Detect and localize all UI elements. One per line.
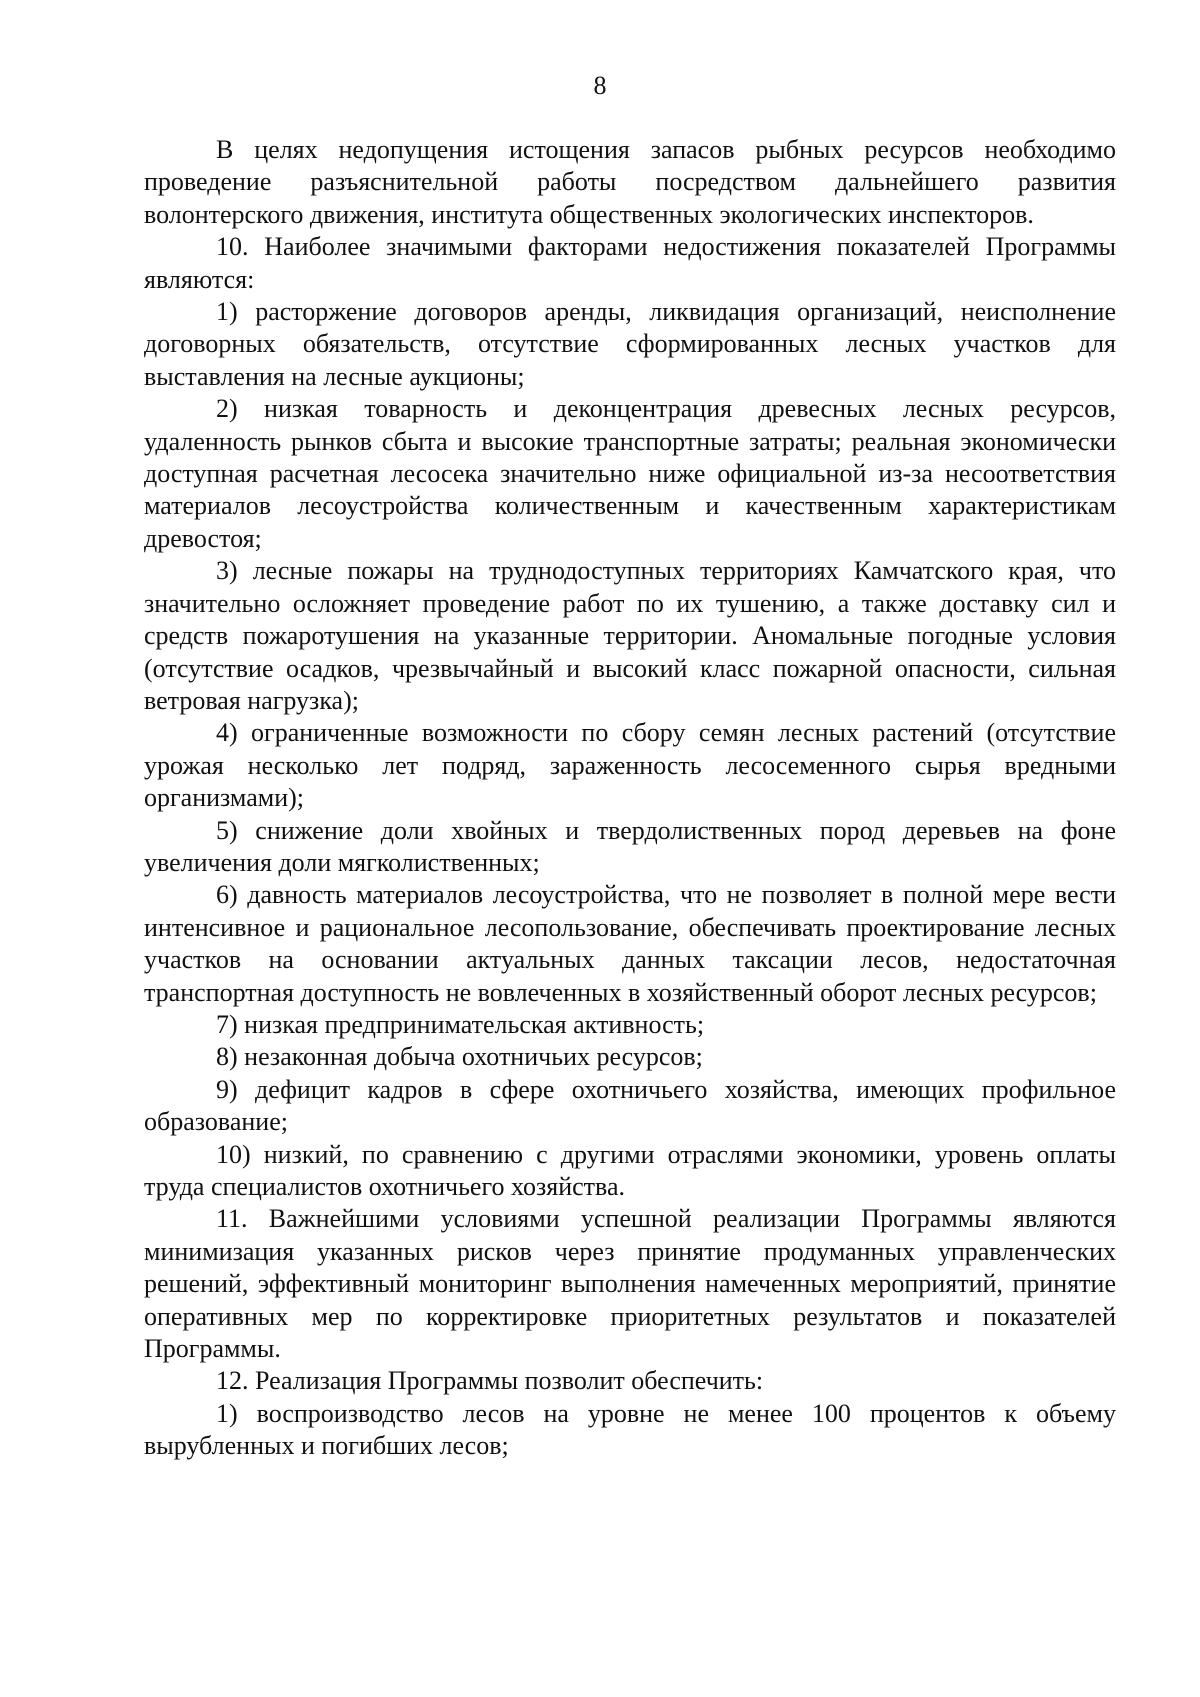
paragraph-factor-1: 1) расторжение договоров аренды, ликвидация организаций, неисполнение договорных обязательств, отсутствие сформированных лесных участков для выставления на лесные аукционы; bbox=[144, 297, 1116, 391]
paragraph-item-12-heading: 12. Реализация Программы позволит обеспечить: bbox=[216, 1366, 764, 1396]
paragraph-item-10-heading: 10. Наиболее значимыми факторами недостижения показателей Программы являются: bbox=[144, 232, 1116, 294]
paragraph-item-11: 11. Важнейшими условиями успешной реализации Программы являются минимизация указанных рисков через принятие продуманных управленческих решений, эффективный мониторинг выполнения намеченных мероприятий, принятие оперативных мер по корректировке приоритетных результатов и показателей Программы. bbox=[144, 1204, 1116, 1364]
document-body bbox=[144, 134, 1116, 1463]
paragraph-factor-4: 4) ограниченные возможности по сбору семян лесных растений (отсутствие урожая несколько лет подряд, зараженность лесосеменного сырья вредными организмами); bbox=[144, 718, 1116, 813]
paragraph-factor-7: 7) низкая предпринимательская активность; bbox=[216, 1009, 705, 1039]
paragraph-factor-9: 9) дефицит кадров в сфере охотничьего хозяйства, имеющих профильное образование; bbox=[144, 1074, 1116, 1137]
page-number: 8 bbox=[593, 71, 607, 100]
paragraph-factor-6: 6) давность материалов лесоустройства, что не позволяет в полной мере вести интенсивное и рациональное лесопользование, обеспечивать проектирование лесных участков на основании актуальных данных таксации лесов, недостаточная транспортная доступность не вовлеченных в хозяйственный оборот лесных ресурсов; bbox=[144, 880, 1116, 1007]
paragraph-factor-10: 10) низкий, по сравнению с другими отраслями экономики, уровень оплаты труда специалистов охотничьего хозяйства. bbox=[144, 1139, 1116, 1201]
paragraph-factor-2: 2) низкая товарность и деконцентрация древесных лесных ресурсов, удаленность рынков сбыта и высокие транспортные затраты; реальная экономически доступная расчетная лесосека значительно ниже официальной из-за несоответствия материалов лесоустройства количественным и качественным характеристикам древостоя; bbox=[144, 394, 1116, 553]
paragraph-factor-5: 5) снижение доли хвойных и твердолиственных пород деревьев на фоне увеличения доли мягколиственных; bbox=[144, 815, 1116, 877]
paragraph-fish-resources-intro: В целях недопущения истощения запасов рыбных ресурсов необходимо проведение разъяснительной работы посредством дальнейшего развития волонтерского движения, института общественных экологических инспекторов. bbox=[144, 135, 1116, 229]
paragraph-factor-8: 8) незаконная добыча охотничьих ресурсов; bbox=[216, 1042, 703, 1072]
paragraph-factor-3: 3) лесные пожары на труднодоступных территориях Камчатского края, что значительно осложняет проведение работ по их тушению, а также доставку сил и средств пожаротушения на указанные территории. Аномальные погодные условия (отсутствие осадков, чрезвычайный и высокий класс пожарной опасности, сильная ветровая нагрузка); bbox=[144, 556, 1116, 715]
paragraph-result-1: 1) воспроизводство лесов на уровне не менее 100 процентов к объему вырубленных и погибших лесов; bbox=[144, 1398, 1116, 1461]
